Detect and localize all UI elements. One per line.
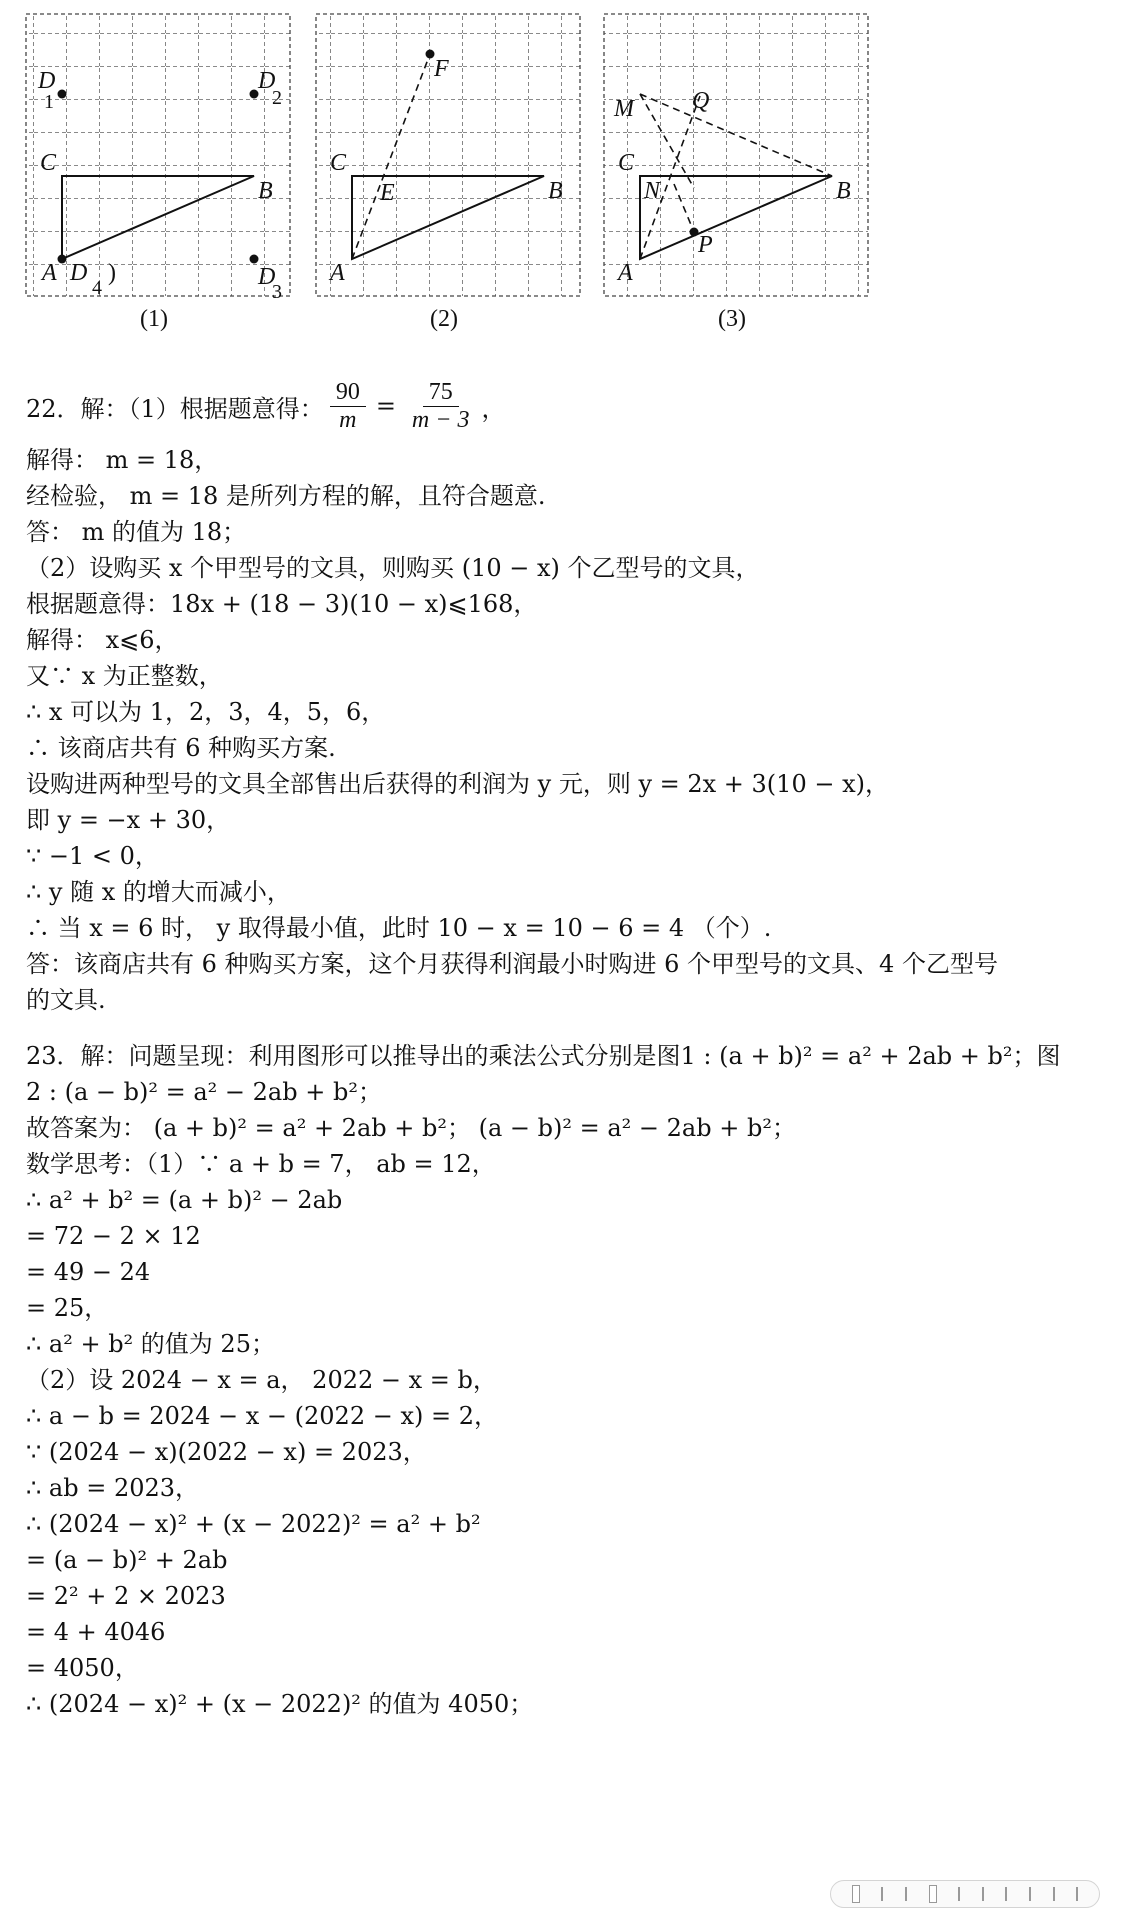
q22-lines (26, 442, 1136, 1018)
equals-sign: = (375, 392, 396, 420)
q23-line: = 4 + 4046 (26, 1618, 166, 1646)
q23-line: 2 : (a − b)² = a² − 2ab + b²； (26, 1078, 382, 1106)
page-scroll-indicator[interactable] (830, 1880, 1100, 1908)
point-a (58, 255, 67, 264)
label-c: C (330, 150, 347, 176)
fraction-90-over-m (330, 379, 366, 434)
label-d2: D (258, 68, 276, 94)
label-b: B (258, 178, 273, 204)
label-b: B (548, 178, 563, 204)
q23-line: = 4050， (26, 1654, 139, 1682)
q23-line: （2）设 2024 − x = a， 2022 − x = b， (26, 1366, 497, 1394)
q23-line: ∴ (2024 − x)² + (x − 2022)² 的值为 4050； (26, 1690, 534, 1718)
label-c: C (618, 150, 635, 176)
scroll-tick-icon (982, 1887, 984, 1901)
q23-line: = 49 − 24 (26, 1258, 151, 1286)
q22-line: （2）设购买 x 个甲型号的文具，则购买 (10 − x) 个乙型号的文具， (26, 554, 760, 582)
scroll-tick-icon (1005, 1887, 1007, 1901)
q23-line: ∴ (2024 − x)² + (x − 2022)² = a² + b² (26, 1510, 481, 1538)
label-a: A (330, 260, 345, 286)
q22-line: ∴ 该商店共有 6 种购买方案. (26, 734, 336, 762)
label-d4: D (70, 260, 88, 286)
q22-line: 的文具. (26, 986, 106, 1014)
point-d3 (250, 255, 259, 264)
frac2-numerator: 75 (423, 379, 459, 407)
q22-line: ∴ x 可以为 1，2，3，4，5，6， (26, 698, 386, 726)
scroll-tick-icon (1076, 1887, 1078, 1901)
label-c: C (40, 150, 57, 176)
caption-3: (3) (718, 306, 746, 332)
q22-intro-suffix: ， (481, 394, 506, 423)
label-d1: D (38, 68, 56, 94)
q22-line: ∵ −1 < 0， (26, 842, 159, 870)
q22-line: 经检验， m = 18 是所列方程的解，且符合题意. (26, 482, 546, 510)
label-d3-sub: 3 (272, 281, 282, 303)
label-d3: D (258, 264, 276, 290)
label-n: N (644, 178, 661, 204)
q22-line: 又∵ x 为正整数， (26, 662, 223, 690)
q22-line: 解得： m = 18， (26, 446, 219, 474)
q22-line: ∴ y 随 x 的增大而减小， (26, 878, 291, 906)
section-gap (26, 1018, 1136, 1038)
label-paren: ) (108, 260, 116, 286)
q23-line: 故答案为： (a + b)² = a² + 2ab + b²； (a − b)² = a² − 2ab + b²； (26, 1114, 796, 1142)
frac2-denominator: m − 3 (411, 406, 470, 433)
scroll-tick-icon (905, 1887, 907, 1901)
frac1-denominator: m (339, 406, 357, 433)
label-q: Q (692, 88, 710, 114)
figure-2 (316, 14, 580, 332)
point-d1 (58, 90, 67, 99)
geometry-figures (0, 0, 1145, 340)
label-d1-sub: 1 (44, 91, 54, 113)
caption-1: (1) (140, 306, 168, 332)
figure-1 (26, 14, 290, 332)
q23-line: 23．解：问题呈现：利用图形可以推导出的乘法公式分别是图1 : (a + b)² = a² + 2ab + b²；图 (26, 1042, 1061, 1070)
q23-line: 数学思考：（1）∵ a + b = 7， ab = 12， (26, 1150, 496, 1178)
solution-text (26, 370, 1136, 1722)
q22-intro (26, 370, 1136, 442)
q22-line: 解得： x⩽6， (26, 626, 179, 654)
scroll-thumb-icon[interactable] (929, 1885, 937, 1903)
q23-line: ∴ ab = 2023， (26, 1474, 200, 1502)
q22-line: ∴ 当 x = 6 时， y 取得最小值，此时 10 − x = 10 − 6 = 4 （个）. (26, 914, 772, 942)
label-m: M (614, 96, 634, 122)
caption-2: (2) (430, 306, 458, 332)
label-b: B (836, 178, 851, 204)
q22-line: 答：该商店共有 6 种购买方案，这个月获得利润最小时购进 6 个甲型号的文具、4 个乙型号 (26, 950, 998, 978)
label-e: E (380, 180, 395, 206)
label-a: A (42, 260, 57, 286)
figure-3 (604, 14, 868, 332)
label-d2-sub: 2 (272, 87, 282, 109)
label-f: F (434, 56, 449, 82)
scroll-thumb-icon[interactable] (852, 1885, 860, 1903)
q23-lines (26, 1038, 1136, 1722)
scroll-tick-icon (881, 1887, 883, 1901)
q23-line: = 72 − 2 × 12 (26, 1222, 201, 1250)
q23-line: = 2² + 2 × 2023 (26, 1582, 226, 1610)
label-p: P (698, 232, 713, 258)
q23-line: ∴ a² + b² 的值为 25； (26, 1330, 275, 1358)
label-a: A (618, 260, 633, 286)
label-d4-sub: 4 (92, 277, 102, 299)
scroll-tick-icon (1053, 1887, 1055, 1901)
q23-line: ∴ a − b = 2024 − x − (2022 − x) = 2， (26, 1402, 498, 1430)
scroll-tick-icon (958, 1887, 960, 1901)
scroll-tick-icon (1029, 1887, 1031, 1901)
q23-line: ∴ a² + b² = (a + b)² − 2ab (26, 1186, 343, 1214)
q22-line: 即 y = −x + 30， (26, 806, 231, 834)
frac1-numerator: 90 (330, 379, 366, 407)
q22-line: 根据题意得：18x + (18 − 3)(10 − x)⩽168， (26, 590, 538, 618)
q23-line: = (a − b)² + 2ab (26, 1546, 228, 1574)
q22-line: 设购进两种型号的文具全部售出后获得的利润为 y 元，则 y = 2x + 3(10 − x)， (26, 770, 889, 798)
q22-intro-prefix: 22．解：（1）根据题意得： (26, 394, 324, 423)
q23-line: = 25， (26, 1294, 109, 1322)
q23-line: ∵ (2024 − x)(2022 − x) = 2023， (26, 1438, 427, 1466)
fraction-75-over-m-minus-3 (406, 379, 476, 434)
q22-line: 答： m 的值为 18； (26, 518, 247, 546)
